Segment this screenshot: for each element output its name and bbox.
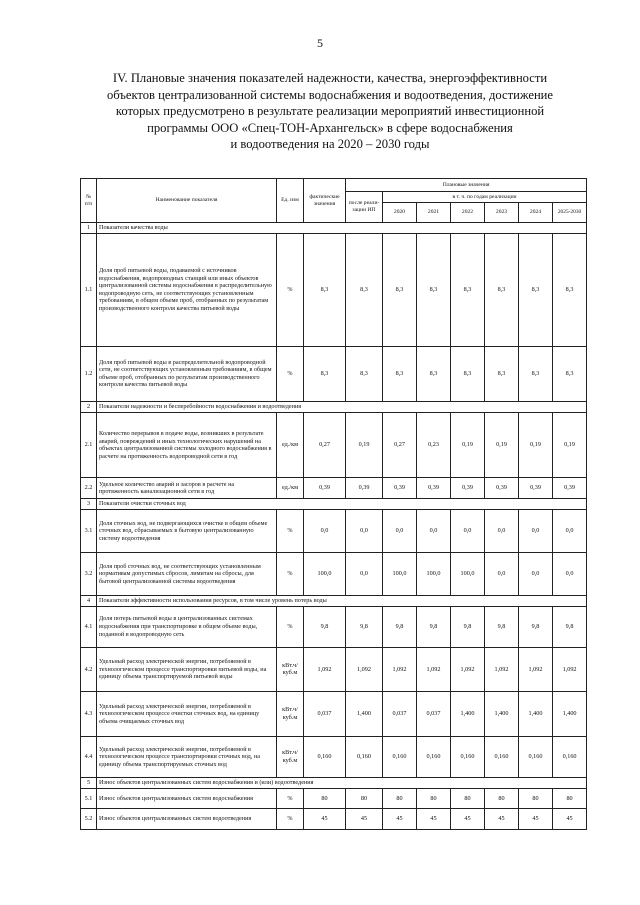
row-number: 5.2	[81, 809, 97, 830]
unit-cell: %	[277, 233, 304, 346]
value-cell: 0,23	[417, 412, 451, 478]
value-cell: 45	[346, 809, 383, 830]
header-unit: Ед. изм	[277, 179, 304, 223]
unit-cell: %	[277, 346, 304, 401]
table-row	[81, 478, 587, 499]
table-row	[81, 412, 587, 478]
section-number: 2	[81, 402, 97, 413]
value-cell: 0,160	[383, 737, 417, 778]
header-no: № п/п	[81, 179, 97, 223]
value-cell: 0,0	[553, 509, 587, 552]
value-cell: 0,27	[383, 412, 417, 478]
value-cell: 8,3	[417, 346, 451, 401]
value-cell: 1,092	[417, 647, 451, 691]
value-cell: 0,19	[346, 412, 383, 478]
table-row	[81, 606, 587, 647]
title-line: объектов централизованной системы водоснабжения и водоотведения, достижение	[106, 87, 554, 102]
header-year: 2025-2030	[553, 203, 587, 223]
table-row	[81, 691, 587, 736]
document-title	[60, 70, 600, 153]
unit-cell: %	[277, 788, 304, 809]
value-cell: 80	[519, 788, 553, 809]
value-cell: 8,3	[451, 346, 485, 401]
table-row	[81, 346, 587, 401]
section-number: 1	[81, 223, 97, 234]
value-cell: 0,0	[553, 552, 587, 595]
value-cell: 0,0	[304, 509, 346, 552]
value-cell: 0,0	[451, 509, 485, 552]
value-cell: 45	[383, 809, 417, 830]
value-cell: 0,037	[417, 691, 451, 736]
value-cell: 100,0	[304, 552, 346, 595]
value-cell: 8,3	[346, 233, 383, 346]
value-cell: 0,39	[553, 478, 587, 499]
value-cell: 0,0	[519, 509, 553, 552]
section-number: 3	[81, 498, 97, 509]
value-cell: 0,037	[304, 691, 346, 736]
row-number: 4.4	[81, 737, 97, 778]
value-cell: 0,160	[346, 737, 383, 778]
value-cell: 8,3	[519, 346, 553, 401]
indicator-name: Износ объектов централизованных систем водоотведения	[97, 809, 277, 830]
row-number: 3.1	[81, 509, 97, 552]
section-title: Показатели надежности и бесперебойности водоснабжения и водоотведения	[97, 402, 587, 413]
value-cell: 0,27	[304, 412, 346, 478]
value-cell: 0,160	[417, 737, 451, 778]
unit-cell: ед./км	[277, 412, 304, 478]
indicator-name: Доля проб питьевой воды, подаваемой с источников водоснабжения, водопроводных станций или иных объектов централизованной системы водоснабжения в распределительную водопроводную сеть, не соответствующих установленным требованиям, в общем объеме проб, отобранных по результатам производственного контроля качества питьевой воды	[97, 233, 277, 346]
section-row	[81, 595, 587, 606]
value-cell: 1,092	[383, 647, 417, 691]
header-incl-years: в т. ч. по годам реализации	[383, 192, 587, 203]
row-number: 2.2	[81, 478, 97, 499]
value-cell: 0,19	[485, 412, 519, 478]
value-cell: 1,092	[519, 647, 553, 691]
section-row	[81, 498, 587, 509]
value-cell: 0,037	[383, 691, 417, 736]
header-year: 2023	[485, 203, 519, 223]
value-cell: 9,8	[485, 606, 519, 647]
indicator-name: Доля сточных вод, не подвергающихся очистке в общем объеме сточных вод, сбрасываемых в бытовую централизованную систему водоотведения	[97, 509, 277, 552]
value-cell: 0,39	[519, 478, 553, 499]
value-cell: 0,0	[383, 509, 417, 552]
value-cell: 8,3	[304, 233, 346, 346]
value-cell: 9,8	[553, 606, 587, 647]
value-cell: 45	[451, 809, 485, 830]
table-body	[81, 223, 587, 830]
row-number: 2.1	[81, 412, 97, 478]
value-cell: 0,160	[519, 737, 553, 778]
indicator-name: Доля потерь питьевой воды в централизованных системах водоснабжения при транспортировке в общем объеме воды, поданной в водопроводную сеть	[97, 606, 277, 647]
title-line: и водоотведения на 2020 – 2030 годы	[230, 137, 430, 152]
table-row	[81, 788, 587, 809]
value-cell: 45	[485, 809, 519, 830]
value-cell: 0,0	[519, 552, 553, 595]
value-cell: 45	[519, 809, 553, 830]
value-cell: 1,092	[485, 647, 519, 691]
row-number: 3.2	[81, 552, 97, 595]
value-cell: 0,160	[553, 737, 587, 778]
unit-cell: кВт.ч/куб.м	[277, 737, 304, 778]
value-cell: 45	[304, 809, 346, 830]
header-year: 2024	[519, 203, 553, 223]
table-row	[81, 233, 587, 346]
section-row	[81, 223, 587, 234]
header-actual: фактические значения	[304, 179, 346, 223]
value-cell: 0,39	[346, 478, 383, 499]
indicator-name: Удельный расход электрической энергии, потребляемой в технологическом процессе очистки сточных вод, на единицу объема очищаемых сточных вод	[97, 691, 277, 736]
value-cell: 9,8	[304, 606, 346, 647]
indicators-table	[80, 178, 587, 830]
indicator-name: Удельное количество аварий и засоров в расчете на протяженность канализационной сети в год	[97, 478, 277, 499]
value-cell: 1,400	[519, 691, 553, 736]
value-cell: 9,8	[417, 606, 451, 647]
value-cell: 0,160	[485, 737, 519, 778]
value-cell: 8,3	[417, 233, 451, 346]
unit-cell: ед./км	[277, 478, 304, 499]
section-title: Показатели эффективности использования ресурсов, в том числе уровень потерь воды	[97, 595, 587, 606]
table-row	[81, 809, 587, 830]
header-name: Наименование показателя	[97, 179, 277, 223]
value-cell: 8,3	[485, 346, 519, 401]
table-row	[81, 509, 587, 552]
value-cell: 0,19	[553, 412, 587, 478]
row-number: 4.2	[81, 647, 97, 691]
value-cell: 0,39	[304, 478, 346, 499]
indicator-name: Доля проб питьевой воды в распределительной водопроводной сети, не соответствующих установленным требованиям, в общем объеме проб, отобранных по результатам производственного контроля качества питьевой воды	[97, 346, 277, 401]
value-cell: 80	[383, 788, 417, 809]
header-planned: Плановые значения	[346, 179, 587, 192]
section-row	[81, 402, 587, 413]
value-cell: 100,0	[451, 552, 485, 595]
value-cell: 0,19	[519, 412, 553, 478]
indicator-name: Количество перерывов в подаче воды, возникших в результате аварий, повреждений и иных технологических нарушений на объектах централизованной системы холодного водоснабжения в расчете на протяженность водопроводной сети в год	[97, 412, 277, 478]
value-cell: 80	[346, 788, 383, 809]
section-number: 4	[81, 595, 97, 606]
value-cell: 8,3	[451, 233, 485, 346]
value-cell: 1,092	[553, 647, 587, 691]
section-title: Износ объектов централизованных систем водоснабжения и (или) водоотведения	[97, 778, 587, 789]
value-cell: 8,3	[553, 346, 587, 401]
unit-cell: %	[277, 606, 304, 647]
value-cell: 100,0	[417, 552, 451, 595]
value-cell: 45	[417, 809, 451, 830]
value-cell: 80	[417, 788, 451, 809]
value-cell: 8,3	[519, 233, 553, 346]
table-row	[81, 737, 587, 778]
value-cell: 0,0	[485, 552, 519, 595]
unit-cell: %	[277, 809, 304, 830]
row-number: 5.1	[81, 788, 97, 809]
value-cell: 1,400	[553, 691, 587, 736]
table-row	[81, 647, 587, 691]
value-cell: 0,39	[383, 478, 417, 499]
value-cell: 80	[304, 788, 346, 809]
section-title: Показатели очистки сточных вод	[97, 498, 587, 509]
indicator-name: Доля проб сточных вод, не соответствующих установленным нормативам допустимых сбросов, лимитам на сбросы, для бытовой централизованной системы водоотведения	[97, 552, 277, 595]
value-cell: 0,39	[451, 478, 485, 499]
value-cell: 0,0	[346, 509, 383, 552]
value-cell: 0,0	[346, 552, 383, 595]
value-cell: 1,400	[451, 691, 485, 736]
value-cell: 80	[553, 788, 587, 809]
value-cell: 0,0	[417, 509, 451, 552]
unit-cell: кВт.ч/куб.м	[277, 691, 304, 736]
row-number: 1.1	[81, 233, 97, 346]
value-cell: 0,19	[451, 412, 485, 478]
value-cell: 0,39	[417, 478, 451, 499]
value-cell: 1,092	[451, 647, 485, 691]
header-year: 2022	[451, 203, 485, 223]
value-cell: 8,3	[304, 346, 346, 401]
indicator-name: Удельный расход электрической энергии, потребляемой в технологическом процессе транспортировки питьевой воды, на единицу объема транспортируемой питьевой воды	[97, 647, 277, 691]
value-cell: 8,3	[383, 233, 417, 346]
value-cell: 9,8	[451, 606, 485, 647]
value-cell: 45	[553, 809, 587, 830]
value-cell: 8,3	[485, 233, 519, 346]
indicator-name: Износ объектов централизованных систем водоснабжения	[97, 788, 277, 809]
value-cell: 100,0	[383, 552, 417, 595]
table-row	[81, 552, 587, 595]
row-number: 4.3	[81, 691, 97, 736]
unit-cell: %	[277, 552, 304, 595]
value-cell: 9,8	[519, 606, 553, 647]
value-cell: 8,3	[346, 346, 383, 401]
unit-cell: кВт.ч/куб.м	[277, 647, 304, 691]
header-after-ip: после реали-зации ИП	[346, 192, 383, 223]
title-line: программы ООО «Спец-ТОН-Архангельск» в сфере водоснабжения	[147, 120, 513, 135]
value-cell: 1,092	[304, 647, 346, 691]
value-cell: 9,8	[383, 606, 417, 647]
page-number: 5	[317, 36, 323, 50]
value-cell: 1,092	[346, 647, 383, 691]
value-cell: 1,400	[346, 691, 383, 736]
indicator-name: Удельный расход электрической энергии, потребляемой в технологическом процессе транспортировки сточных вод, на единицу объема транспортируемых сточных вод	[97, 737, 277, 778]
value-cell: 8,3	[553, 233, 587, 346]
value-cell: 9,8	[346, 606, 383, 647]
value-cell: 0,0	[485, 509, 519, 552]
title-line: которых предусмотрено в результате реализации мероприятий инвестиционной	[115, 104, 545, 119]
section-title: Показатели качества воды	[97, 223, 587, 234]
header-year: 2021	[417, 203, 451, 223]
value-cell: 80	[485, 788, 519, 809]
row-number: 4.1	[81, 606, 97, 647]
title-line: IV. Плановые значения показателей надежности, качества, энергоэффективности	[112, 71, 548, 85]
value-cell: 8,3	[383, 346, 417, 401]
value-cell: 80	[451, 788, 485, 809]
unit-cell: %	[277, 509, 304, 552]
header-year: 2020	[383, 203, 417, 223]
section-row	[81, 778, 587, 789]
value-cell: 1,400	[485, 691, 519, 736]
row-number: 1.2	[81, 346, 97, 401]
value-cell: 0,39	[485, 478, 519, 499]
section-number: 5	[81, 778, 97, 789]
value-cell: 0,160	[451, 737, 485, 778]
value-cell: 0,160	[304, 737, 346, 778]
